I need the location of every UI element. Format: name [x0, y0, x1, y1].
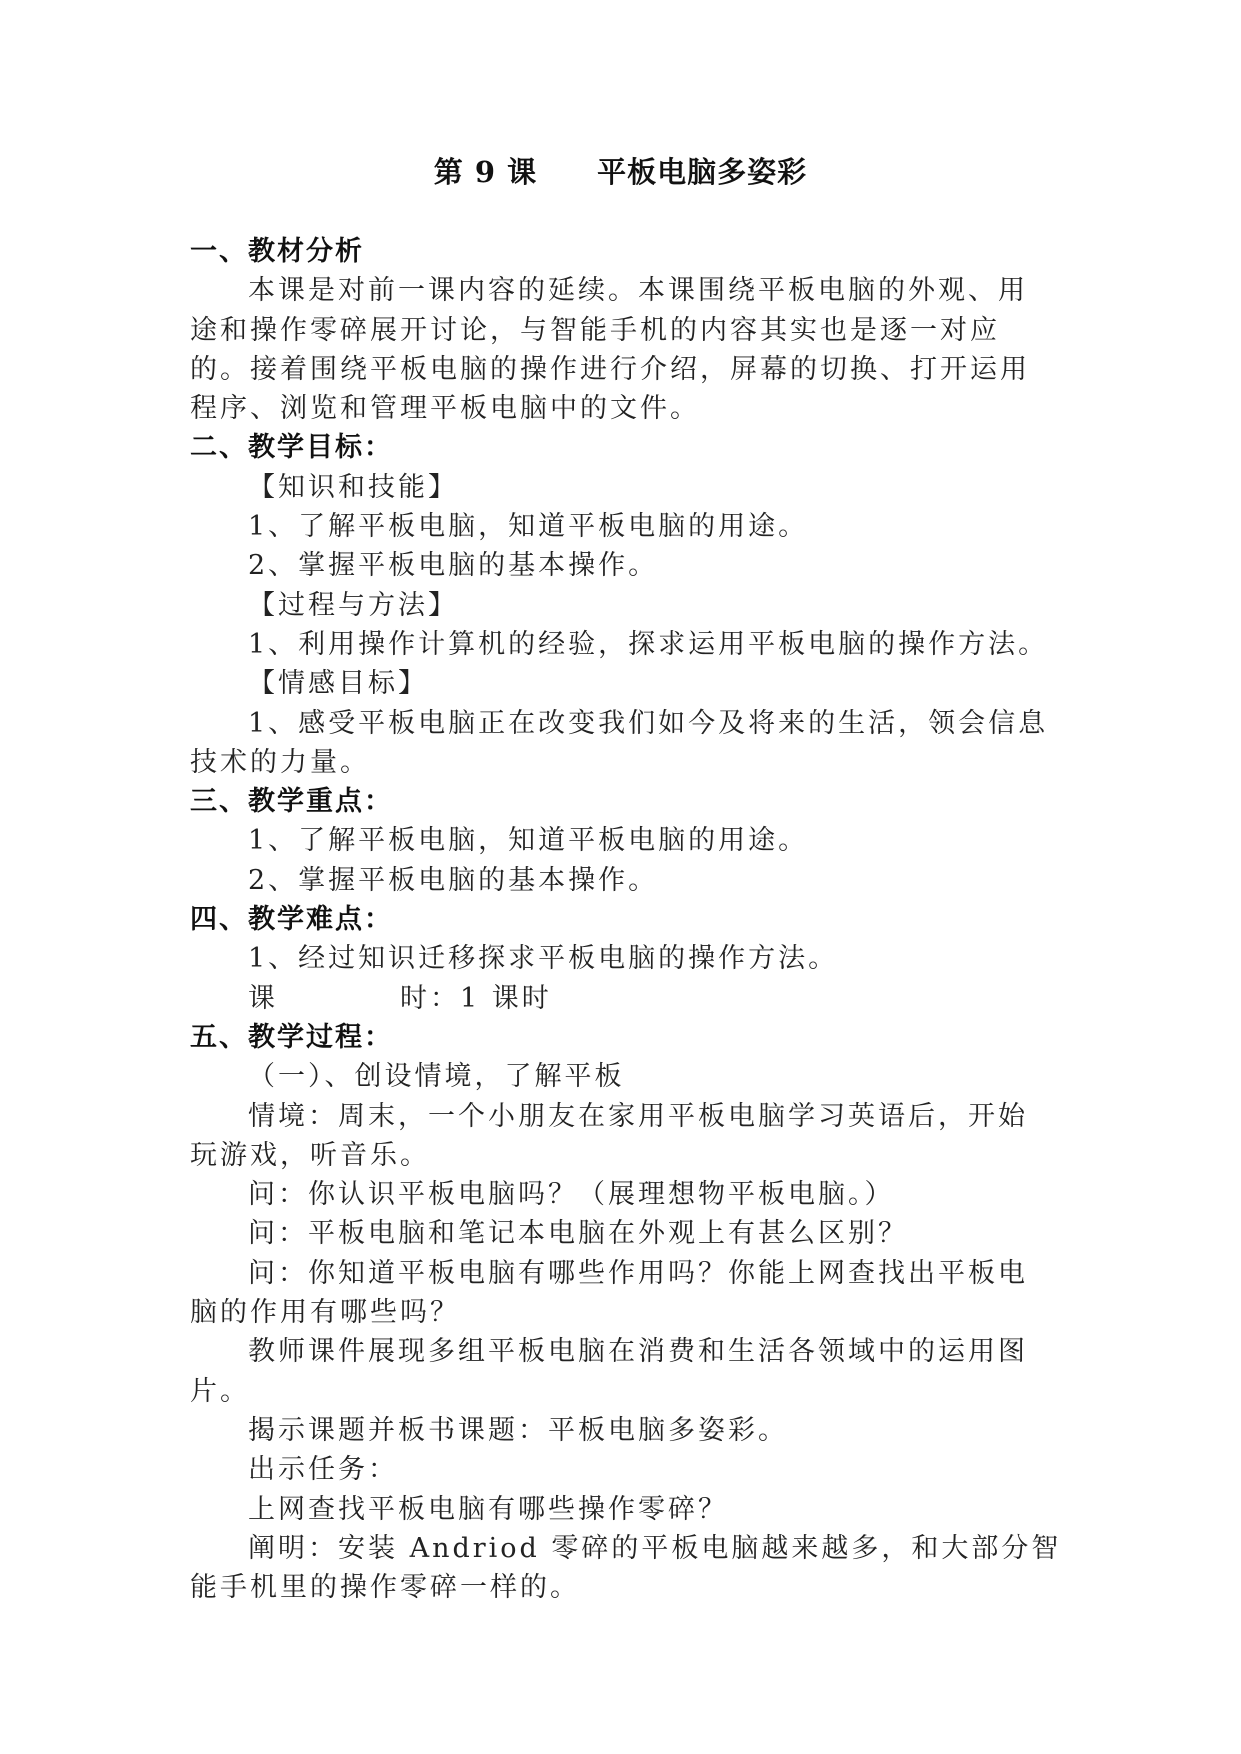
paragraph-continuation: 技术的力量。: [190, 746, 370, 778]
paragraph-continuation: 程序、浏览和管理平板电脑中的文件。: [190, 393, 700, 425]
section-heading: 一、教材分析: [190, 236, 364, 267]
section-heading: 四、教学难点：: [190, 904, 393, 936]
paragraph-line: 问：平板电脑和笔记本电脑在外观上有甚么区别？: [248, 1218, 908, 1250]
paragraph-continuation: 片。: [190, 1375, 250, 1407]
paragraph-line: 揭示课题并板书课题：平板电脑多姿彩。: [248, 1414, 788, 1446]
period-value: 时：1 课时: [400, 982, 552, 1014]
section-heading: 三、教学重点：: [190, 786, 393, 818]
paragraph-continuation: 能手机里的操作零碎一样的。: [190, 1572, 580, 1604]
paragraph-line: 问：你认识平板电脑吗？（展理想物平板电脑。）: [248, 1179, 895, 1211]
paragraph-line: 出示任务：: [248, 1454, 398, 1486]
paragraph-line: 问：你知道平板电脑有哪些作用吗？你能上网查找出平板电: [248, 1257, 1028, 1289]
paragraph-line: 1、了解平板电脑，知道平板电脑的用途。: [248, 511, 809, 543]
paragraph-line: 【情感目标】: [248, 668, 428, 700]
paragraph-line: 1、了解平板电脑，知道平板电脑的用途。: [248, 825, 809, 857]
paragraph-line: 1、经过知识迁移探求平板电脑的操作方法。: [248, 943, 839, 975]
paragraph-line: 【知识和技能】: [248, 471, 458, 503]
section-heading: 二、教学目标：: [190, 432, 393, 464]
period-label: 课: [248, 982, 278, 1014]
paragraph-line: 教师课件展现多组平板电脑在消费和生活各领域中的运用图: [248, 1336, 1028, 1368]
paragraph-line: 【过程与方法】: [248, 589, 458, 621]
lesson-number: 第 9 课: [433, 155, 538, 189]
paragraph-continuation: 的。接着围绕平板电脑的操作进行介绍，屏幕的切换、打开运用: [190, 353, 1030, 385]
paragraph-line: 1、感受平板电脑正在改变我们如今及将来的生活，领会信息: [248, 707, 1049, 739]
paragraph-line: 本课是对前一课内容的延续。本课围绕平板电脑的外观、用: [248, 275, 1028, 307]
paragraph-continuation: 脑的作用有哪些吗？: [190, 1297, 460, 1329]
paragraph-line: 1、利用操作计算机的经验，探求运用平板电脑的操作方法。: [248, 628, 1049, 660]
paragraph-continuation: 途和操作零碎展开讨论，与智能手机的内容其实也是逐一对应: [190, 314, 1000, 346]
document-body: [190, 232, 1062, 1607]
section-heading: 五、教学过程：: [190, 1021, 393, 1053]
paragraph-line: 情境：周末，一个小朋友在家用平板电脑学习英语后，开始: [248, 1100, 1028, 1132]
paragraph-line: 上网查找平板电脑有哪些操作零碎？: [248, 1493, 728, 1525]
paragraph-line: 阐明：安装 Andriod 零碎的平板电脑越来越多，和大部分智: [248, 1532, 1062, 1564]
paragraph-line: 2、掌握平板电脑的基本操作。: [248, 550, 659, 582]
period-line: [190, 979, 1050, 1018]
lesson-title: [0, 150, 1241, 191]
paragraph-line: 2、掌握平板电脑的基本操作。: [248, 864, 659, 896]
paragraph-line: （一）、创设情境，了解平板: [248, 1061, 625, 1093]
paragraph-continuation: 玩游戏，听音乐。: [190, 1139, 430, 1171]
lesson-name: 平板电脑多姿彩: [597, 155, 808, 189]
